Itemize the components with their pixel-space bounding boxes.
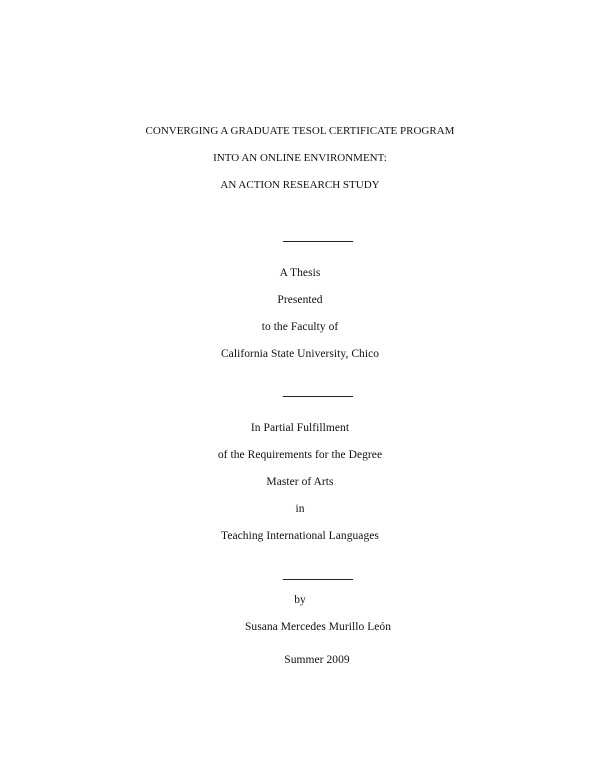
degree-name: Master of Arts [266, 476, 334, 488]
fulfillment-line-2: of the Requirements for the Degree [217, 449, 383, 461]
separator-rule-2 [283, 396, 353, 397]
separator-rule-3 [283, 579, 353, 580]
program-name: Teaching International Languages [221, 530, 379, 542]
title-line-3: AN ACTION RESEARCH STUDY [220, 179, 380, 191]
presentation-line-2: Presented [277, 294, 323, 306]
title-line-2: INTO AN ONLINE ENVIRONMENT: [213, 152, 387, 164]
by-label: by [294, 594, 306, 606]
presentation-line-3: to the Faculty of [261, 321, 339, 333]
university-name: California State University, Chico [220, 348, 380, 360]
separator-rule-1 [283, 241, 353, 242]
fulfillment-line-4: in [295, 503, 305, 515]
presentation-line-1: A Thesis [279, 267, 321, 279]
title-line-1: CONVERGING A GRADUATE TESOL CERTIFICATE PROGRAM [145, 125, 455, 137]
author-name: Susana Mercedes Murillo León [244, 621, 392, 633]
submission-date: Summer 2009 [284, 654, 350, 666]
fulfillment-line-1: In Partial Fulfillment [250, 422, 350, 434]
